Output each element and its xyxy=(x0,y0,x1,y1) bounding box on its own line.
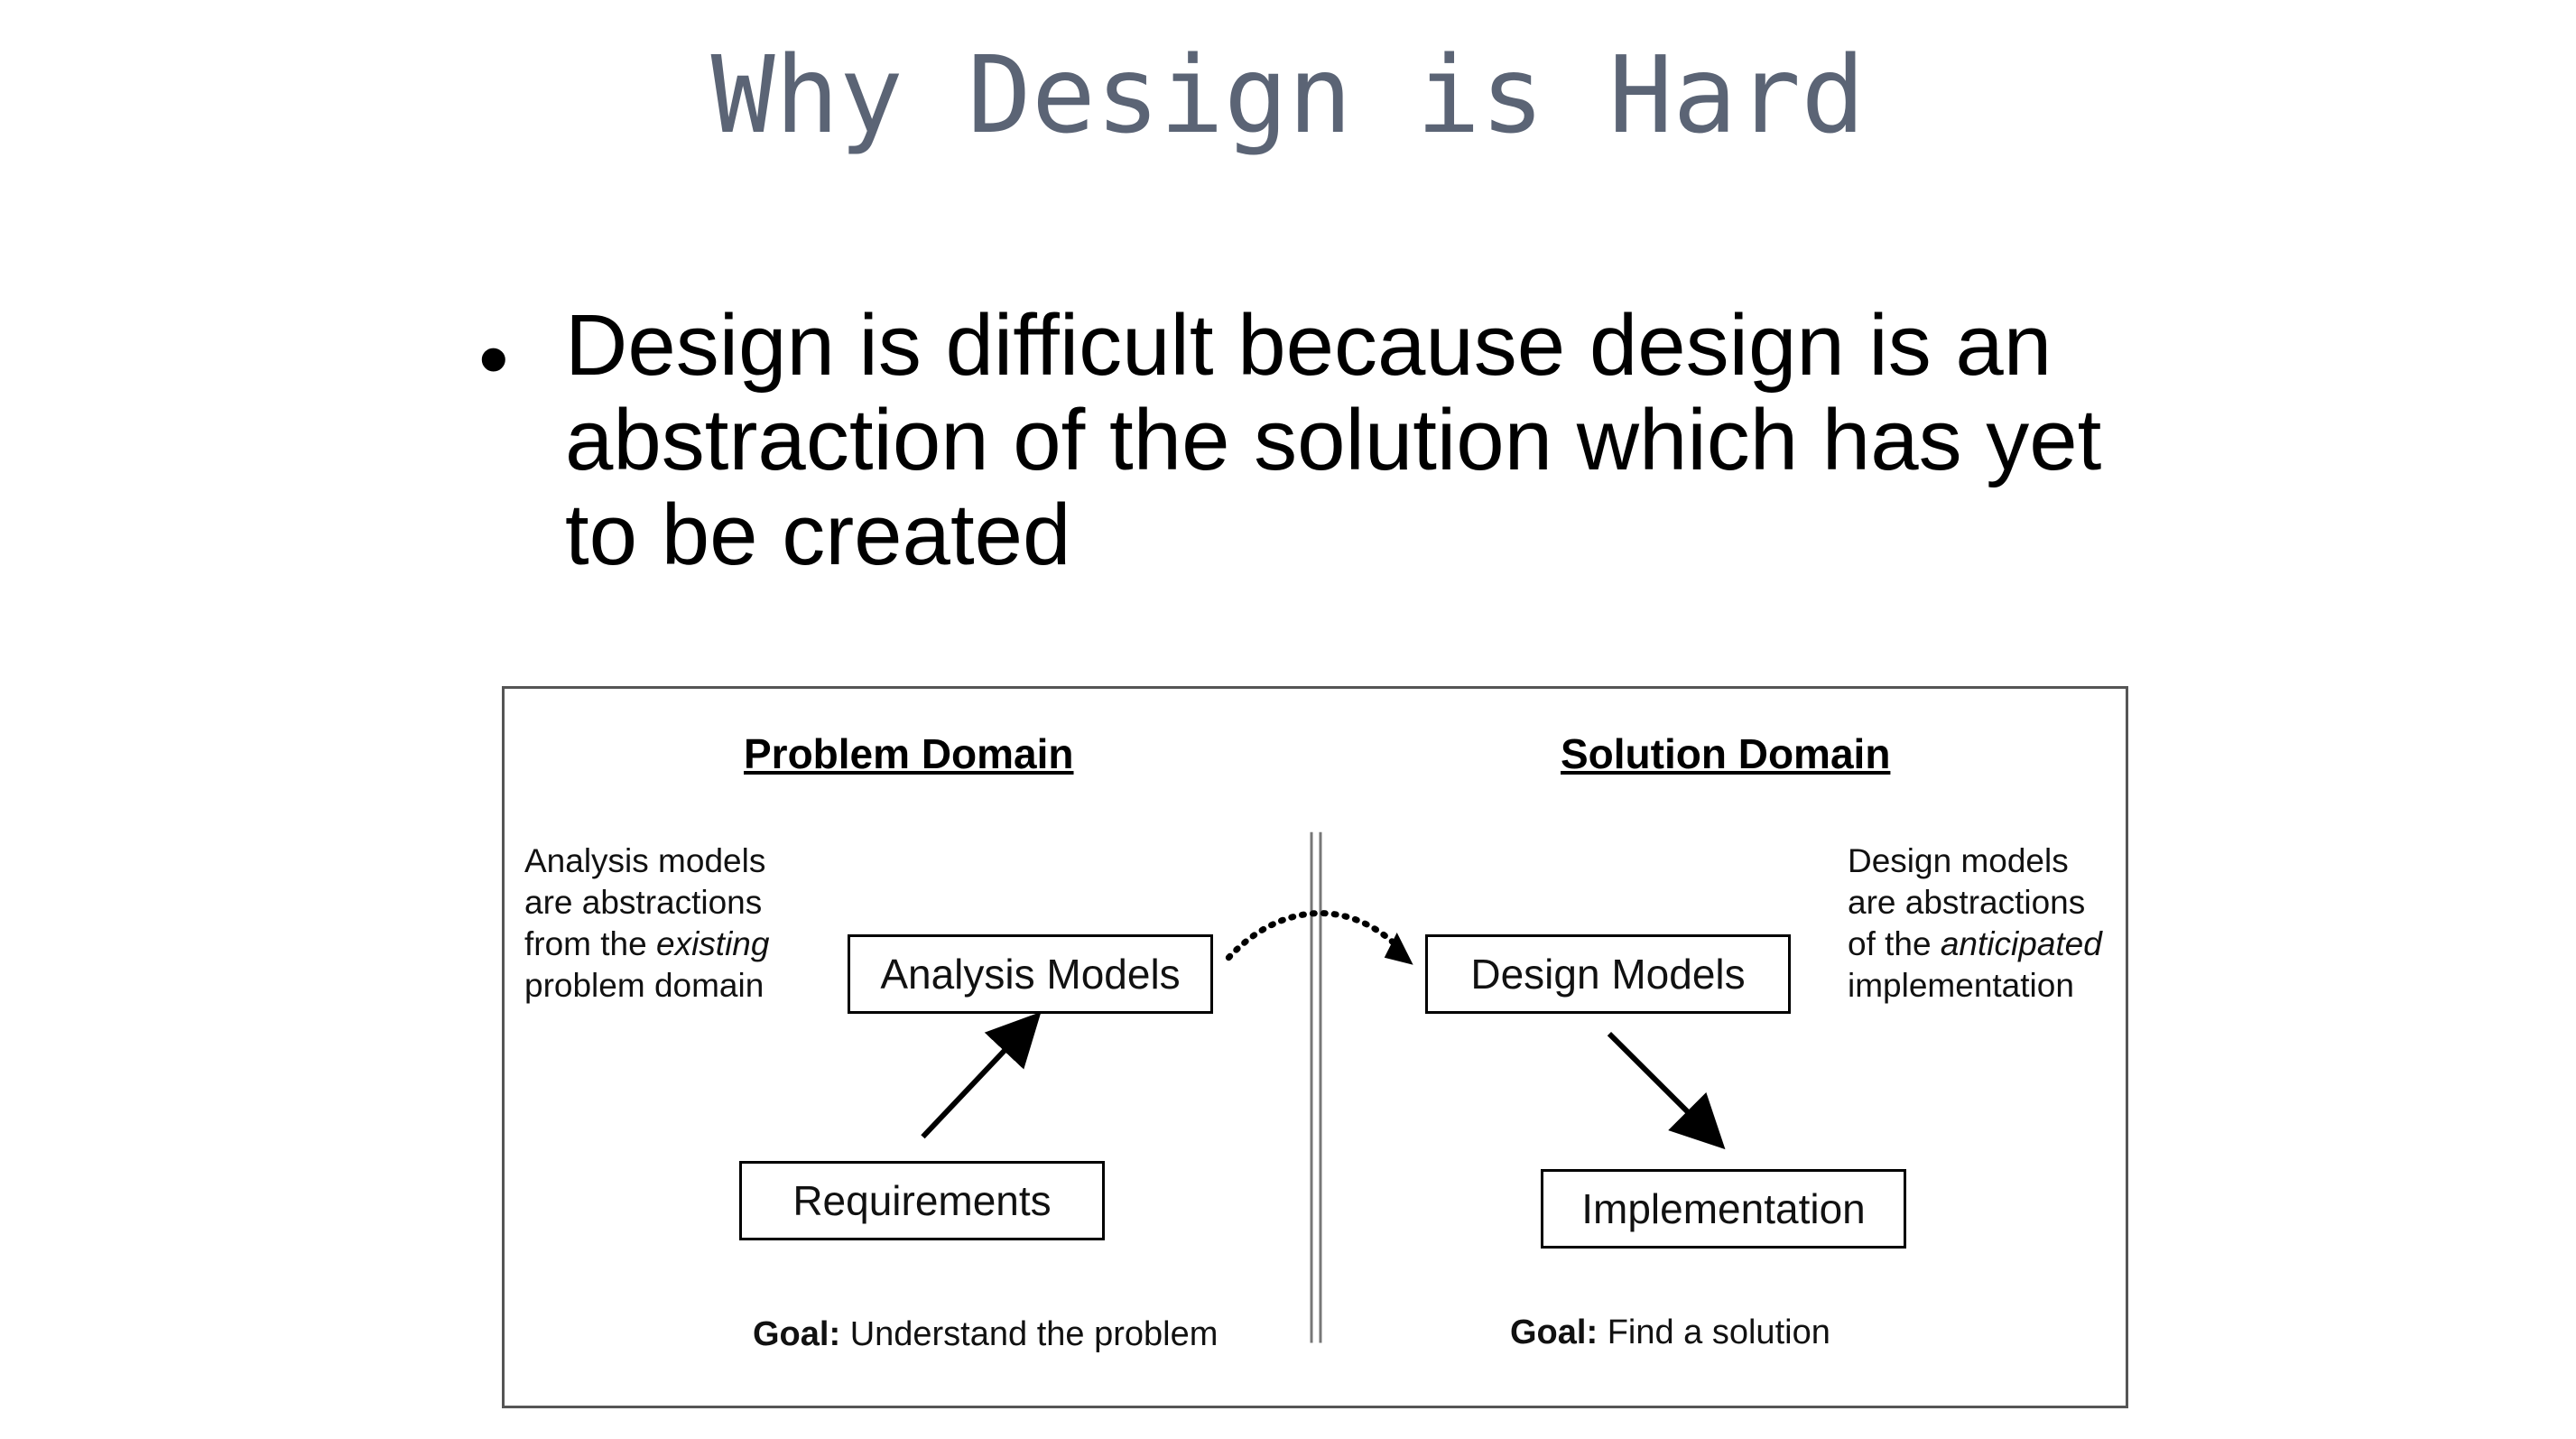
implementation-box: Implementation xyxy=(1541,1169,1906,1249)
requirements-to-analysis-arrow xyxy=(922,1027,1026,1137)
solution-domain-goal: Goal: Find a solution xyxy=(1510,1314,1830,1351)
slide-title: Why Design is Hard xyxy=(710,32,1866,157)
dotted-arrow-head xyxy=(1385,933,1413,965)
analysis-models-box: Analysis Models xyxy=(848,934,1213,1014)
solution-domain-note: Design models are abstractions of the anticipated implementation xyxy=(1848,842,2102,1004)
bullet-text: Design is difficult because design is an abstraction of the solution which has yet to be created xyxy=(565,297,2102,583)
problem-domain-note: Analysis models are abstractions from the existing problem domain xyxy=(524,842,770,1004)
analysis-to-design-dotted-arrow xyxy=(1228,914,1404,958)
design-to-implementation-arrow xyxy=(1609,1034,1710,1134)
bullet-marker: • xyxy=(478,311,509,407)
problem-domain-goal: Goal: Understand the problem xyxy=(753,1315,1219,1353)
requirements-box: Requirements xyxy=(739,1161,1105,1240)
domain-diagram xyxy=(502,686,2128,1408)
problem-domain-heading: Problem Domain xyxy=(744,730,1074,777)
solution-domain-heading: Solution Domain xyxy=(1561,730,1891,777)
design-models-box: Design Models xyxy=(1425,934,1791,1014)
diagram-lines xyxy=(505,689,2126,1406)
